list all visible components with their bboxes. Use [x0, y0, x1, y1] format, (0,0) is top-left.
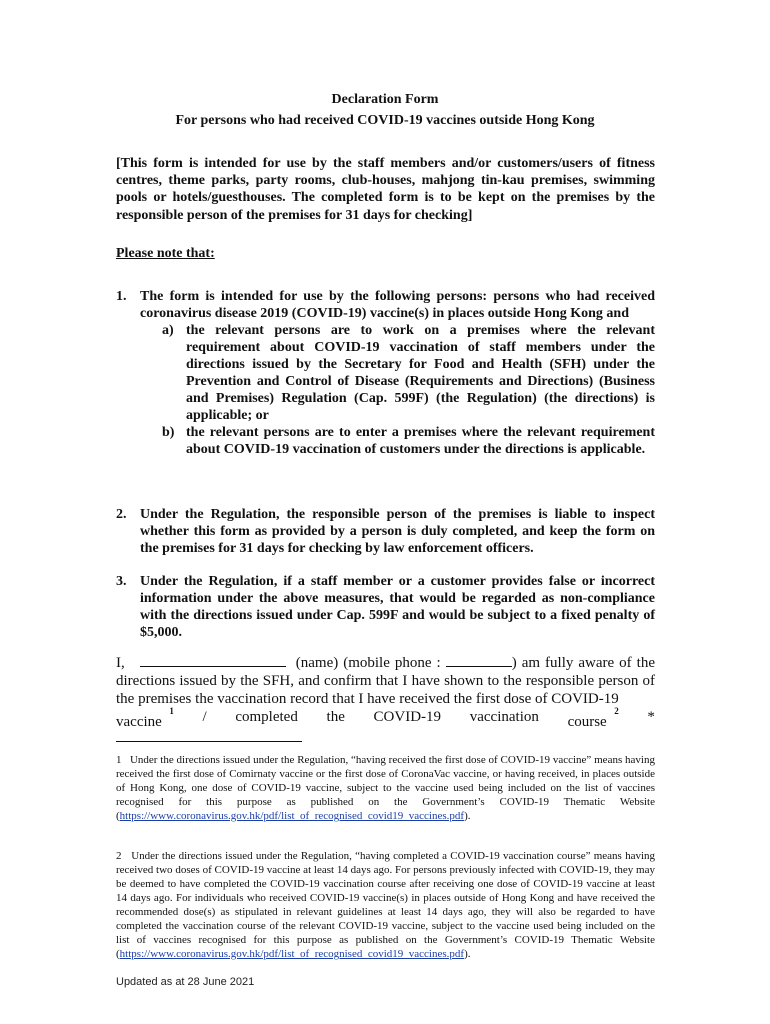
word-vaccine: vaccine	[116, 714, 162, 730]
word-course: course	[567, 714, 607, 730]
word-vaccination: vaccination	[469, 709, 539, 725]
declaration-paragraph	[116, 654, 655, 730]
item-text: Under the Regulation, if a staff member or a customer provides false or incorrect information under the above measures, that would be regarded as non-compliance with the directions issued under Cap. 599F and would be subject to a fixed penalty of $5,000.	[140, 574, 655, 640]
note-item-1	[116, 288, 655, 458]
footnote-ref-1: 1	[169, 706, 174, 716]
intro-paragraph: [This form is intended for use by the staff members and/or customers/users of fitness centres, theme parks, party rooms, club-houses, mahjong tin-kau premises, swimming pools or hotels/guesthouses. The completed form is to be kept on the premises by the responsible person of the premises for 31 days for checking]	[116, 156, 655, 223]
declaration-text: ) am fully aware of the directions issued by the SFH, and confirm that I have shown to the responsible person of the premises the vaccination record that I have received the first dose of COVID-19	[116, 655, 655, 707]
item-text: Under the Regulation, the responsible person of the premises is liable to inspect whether this form as provided by a person is duly completed, and keep the form on the premises for 31 days for checking by law enforcement officers.	[140, 507, 655, 556]
word-the: the	[326, 709, 345, 725]
item-number: 1.	[116, 289, 127, 304]
sub-item-text: the relevant persons are to enter a premises where the relevant requirement about COVID-19 vaccination of customers under the directions is applicable.	[186, 425, 655, 457]
footnote-link[interactable]: https://www.coronavirus.gov.hk/pdf/list_of_recognised_covid19_vaccines.pdf	[119, 948, 465, 960]
footnote-text: Under the directions issued under the Regulation, “having completed a COVID-19 vaccination course” means having received two doses of COVID-19 vaccine at least 14 days ago. For persons previously infected with COVID-19, they may be deemed to have completed the COVID-19 vaccination course after receiving one dose of COVID-19 vaccine at least 14 days ago. For individuals who received COVID-19 vaccine(s) in places outside of Hong Kong and have received the recommended dose(s) as stipulated in relevant guidelines at least 14 days ago, they will also be regarded to have completed the vaccination course of the relevant COVID-19 vaccine, subject to the vaccine used being included on the list of vaccines recognised for this purpose as published on the Government’s COVID-19 Thematic Website	[116, 850, 656, 946]
form-title: Declaration Form	[331, 92, 439, 107]
phone-blank-field[interactable]	[446, 654, 512, 667]
updated-date: Updated as at 28 June 2021	[116, 976, 255, 988]
word-covid: COVID-19	[373, 709, 442, 725]
footnote-1: 1 Under the directions issued under the Regulation, “having received the first dose of COVID-19 vaccine” means having received the first dose of Comirnaty vaccine or the first dose of CoronaVac vaccine, or having received, in places outside of Hong Kong, one dose of COVID-19 vaccine, subject to the vaccine used being included on the list of vaccines recognised for this purpose as published on the Government’s COVID-19 Thematic Website (https://www.coronavirus.gov.hk/pdf/list_of_recognised_covid19_vaccines.pdf).	[116, 754, 655, 822]
item-number: 2.	[116, 507, 127, 522]
footnote-2: 2 Under the directions issued under the Regulation, “having completed a COVID-19 vaccination course” means having received two doses of COVID-19 vaccine at least 14 days ago. For persons previously infected with COVID-19, they may be deemed to have completed the COVID-19 vaccination course after receiving one dose of COVID-19 vaccine at least 14 days ago. For individuals who received COVID-19 vaccine(s) in places outside of Hong Kong and have received the recommended dose(s) as stipulated in relevant guidelines at least 14 days ago, they will also be regarded to have completed the vaccination course of the relevant COVID-19 vaccine, subject to the vaccine used being included on the list of vaccines recognised for this purpose as published on the Government’s COVID-19 Thematic Website (https://www.coronavirus.gov.hk/pdf/list_of_recognised_covid19_vaccines.pdf).	[116, 850, 656, 960]
item-text: The form is intended for use by the following persons: persons who had received coronavirus disease 2019 (COVID-19) vaccine(s) in places outside Hong Kong and	[140, 289, 655, 321]
note-item-3	[116, 573, 655, 641]
footnote-link[interactable]: https://www.coronavirus.gov.hk/pdf/list_of_recognised_covid19_vaccines.pdf	[119, 810, 465, 822]
word-slash: /	[202, 709, 207, 725]
footnote-ref-2: 2	[614, 706, 619, 716]
declaration-last-line	[116, 708, 655, 731]
declaration-start: I,	[116, 655, 125, 671]
note-heading: Please note that:	[116, 246, 215, 261]
note-item-2	[116, 506, 655, 557]
sub-item-b	[162, 424, 655, 458]
footnote-separator	[116, 741, 302, 742]
item-number: 3.	[116, 574, 127, 589]
name-blank-field[interactable]	[140, 654, 286, 667]
name-label: (name) (mobile phone :	[295, 655, 441, 671]
word-completed: completed	[235, 709, 298, 725]
footnote-number: 2	[116, 850, 122, 862]
sub-item-text: the relevant persons are to work on a premises where the relevant requirement about COVID-19 vaccination of staff members under the directions issued by the Secretary for Food and Health (SFH) under the Prevention and Control of Disease (Requirements and Directions) (Business and Premises) Regulation (Cap. 599F) (the Regulation) (the directions) is applicable; or	[186, 323, 655, 423]
sub-item-letter: b)	[162, 425, 175, 440]
asterisk-mark: *	[647, 709, 655, 725]
footnote-text: Under the directions issued under the Regulation, “having received the first dose of COVID-19 vaccine” means having received the first dose of Comirnaty vaccine or the first dose of CoronaVac vaccine, or having received, in places outside of Hong Kong, one dose of COVID-19 vaccine, subject to the vaccine used being included on the list of vaccines recognised for this purpose as published on the Government’s COVID-19 Thematic Website	[116, 754, 655, 808]
sub-item-letter: a)	[162, 323, 174, 338]
form-subtitle: For persons who had received COVID-19 vaccines outside Hong Kong	[175, 113, 595, 128]
sub-item-a	[162, 322, 655, 424]
footnote-number: 1	[116, 754, 122, 766]
